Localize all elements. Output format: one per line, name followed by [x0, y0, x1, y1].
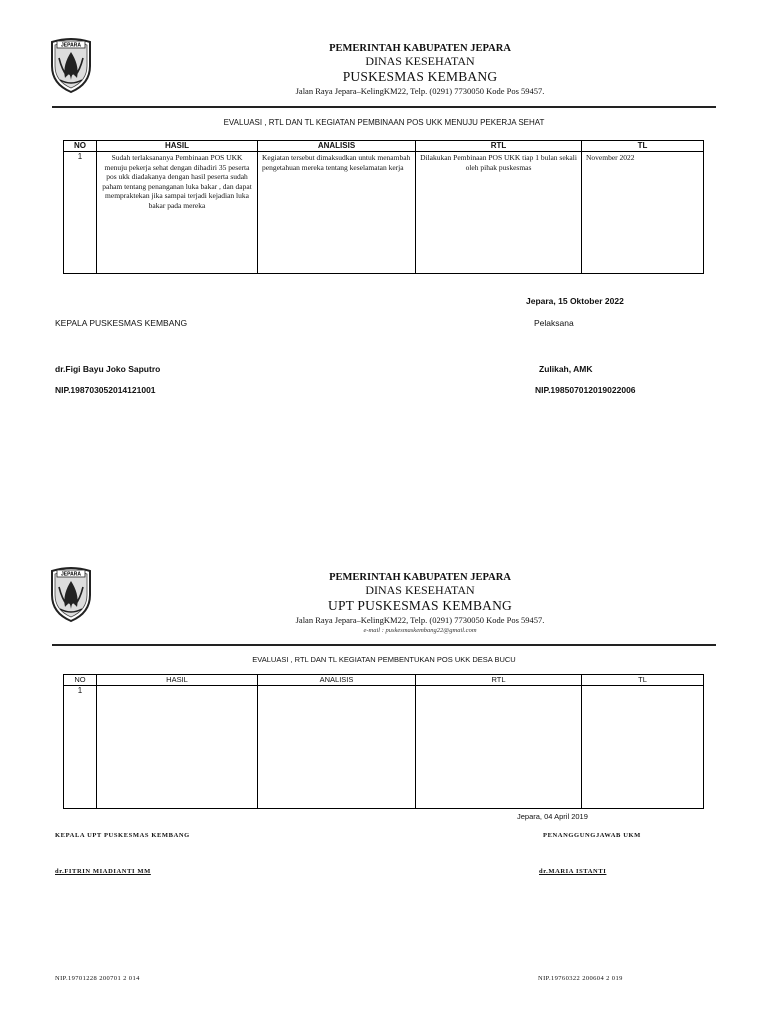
header-divider [52, 644, 716, 646]
cell-tl: November 2022 [582, 152, 704, 274]
cell-rtl: Dilakukan Pembinaan POS UKK tiap 1 bulan sekali oleh pihak puskesmas [416, 152, 582, 274]
cell-no: 1 [64, 686, 97, 809]
letterhead-government: PEMERINTAH KABUPATEN JEPARA [329, 43, 511, 54]
signature-date: Jepara, 04 April 2019 [517, 812, 588, 821]
letterhead [230, 42, 610, 97]
cell-no: 1 [64, 152, 97, 274]
logo-label: JEPARA [61, 571, 81, 578]
letterhead-department: DINAS KESEHATAN [365, 583, 475, 597]
letterhead-government: PEMERINTAH KABUPATEN JEPARA [329, 572, 511, 583]
left-signatory-name: dr.Figi Bayu Joko Saputro [55, 364, 161, 374]
left-signatory-nip: NIP.198703052014121001 [55, 385, 156, 395]
left-signatory-name: dr.FITRIN MIADIANTI MM [55, 868, 151, 875]
cell-hasil: Sudah terlaksananya Pembinaan POS UKK menuju pekerja sehat dengan dihadiri 35 peserta pos ukk diadakanya dengan hasil peserta sudah paham tentang penanganan luka bakar , dan dapat mempraktekan jika sampai terjadi kejadian luka bakar pada mereka [97, 152, 258, 274]
column-header-tl: TL [582, 675, 704, 686]
letterhead-institution: UPT PUSKESMAS KEMBANG [328, 598, 512, 613]
column-header-rtl: RTL [416, 675, 582, 686]
cell-analisis [258, 686, 416, 809]
cell-rtl [416, 686, 582, 809]
cell-analisis: Kegiatan tersebut dimaksudkan untuk menambah pengetahuan mereka tentang keselamatan kerja [258, 152, 416, 274]
right-signatory-nip: NIP.19760322 200604 2 019 [538, 975, 623, 982]
right-signatory-name: Zulikah, AMK [539, 364, 593, 374]
left-signatory-role: KEPALA UPT PUSKESMAS KEMBANG [55, 832, 190, 839]
right-signatory-role: PENANGGUNGJAWAB UKM [543, 832, 641, 839]
document-title: EVALUASI , RTL DAN TL KEGIATAN PEMBENTUKAN POS UKK DESA BUCU [252, 655, 516, 664]
column-header-no: NO [64, 141, 97, 152]
left-signatory-role: KEPALA PUSKESMAS KEMBANG [55, 318, 188, 328]
table-row [64, 686, 704, 809]
table-header-row [64, 141, 704, 152]
letterhead-address: Jalan Raya Jepara–KelingKM22, Telp. (0291) 7730050 Kode Pos 59457. [295, 86, 545, 96]
left-signatory-nip: NIP.19701228 200701 2 014 [55, 975, 140, 982]
cell-tl [582, 686, 704, 809]
jepara-emblem-icon [48, 36, 94, 94]
evaluation-table [63, 674, 704, 809]
column-header-hasil: HASIL [97, 675, 258, 686]
evaluation-table [63, 140, 704, 274]
document-title: EVALUASI , RTL DAN TL KEGIATAN PEMBINAAN POS UKK MENUJU PEKERJA SEHAT [223, 118, 545, 127]
column-header-analisis: ANALISIS [258, 141, 416, 152]
jepara-emblem-icon [48, 565, 94, 623]
column-header-analisis: ANALISIS [258, 675, 416, 686]
table-row [64, 152, 704, 274]
letterhead-address: Jalan Raya Jepara–KelingKM22, Telp. (0291) 7730050 Kode Pos 59457. [295, 615, 545, 625]
table-header-row [64, 675, 704, 686]
column-header-tl: TL [582, 141, 704, 152]
letterhead-institution: PUSKESMAS KEMBANG [342, 69, 498, 84]
letterhead-email: e-mail : puskesmaskembang22@gmail.com [363, 627, 477, 634]
right-signatory-nip: NIP.198507012019022006 [535, 385, 636, 395]
logo-label: JEPARA [61, 42, 81, 49]
column-header-no: NO [64, 675, 97, 686]
letterhead [230, 571, 610, 635]
right-signatory-role: Pelaksana [534, 318, 574, 328]
right-signatory-name: dr.MARIA ISTANTI [539, 868, 607, 875]
cell-hasil [97, 686, 258, 809]
letterhead-department: DINAS KESEHATAN [365, 54, 475, 68]
column-header-hasil: HASIL [97, 141, 258, 152]
signature-date: Jepara, 15 Oktober 2022 [526, 296, 624, 306]
column-header-rtl: RTL [416, 141, 582, 152]
header-divider [52, 106, 716, 108]
